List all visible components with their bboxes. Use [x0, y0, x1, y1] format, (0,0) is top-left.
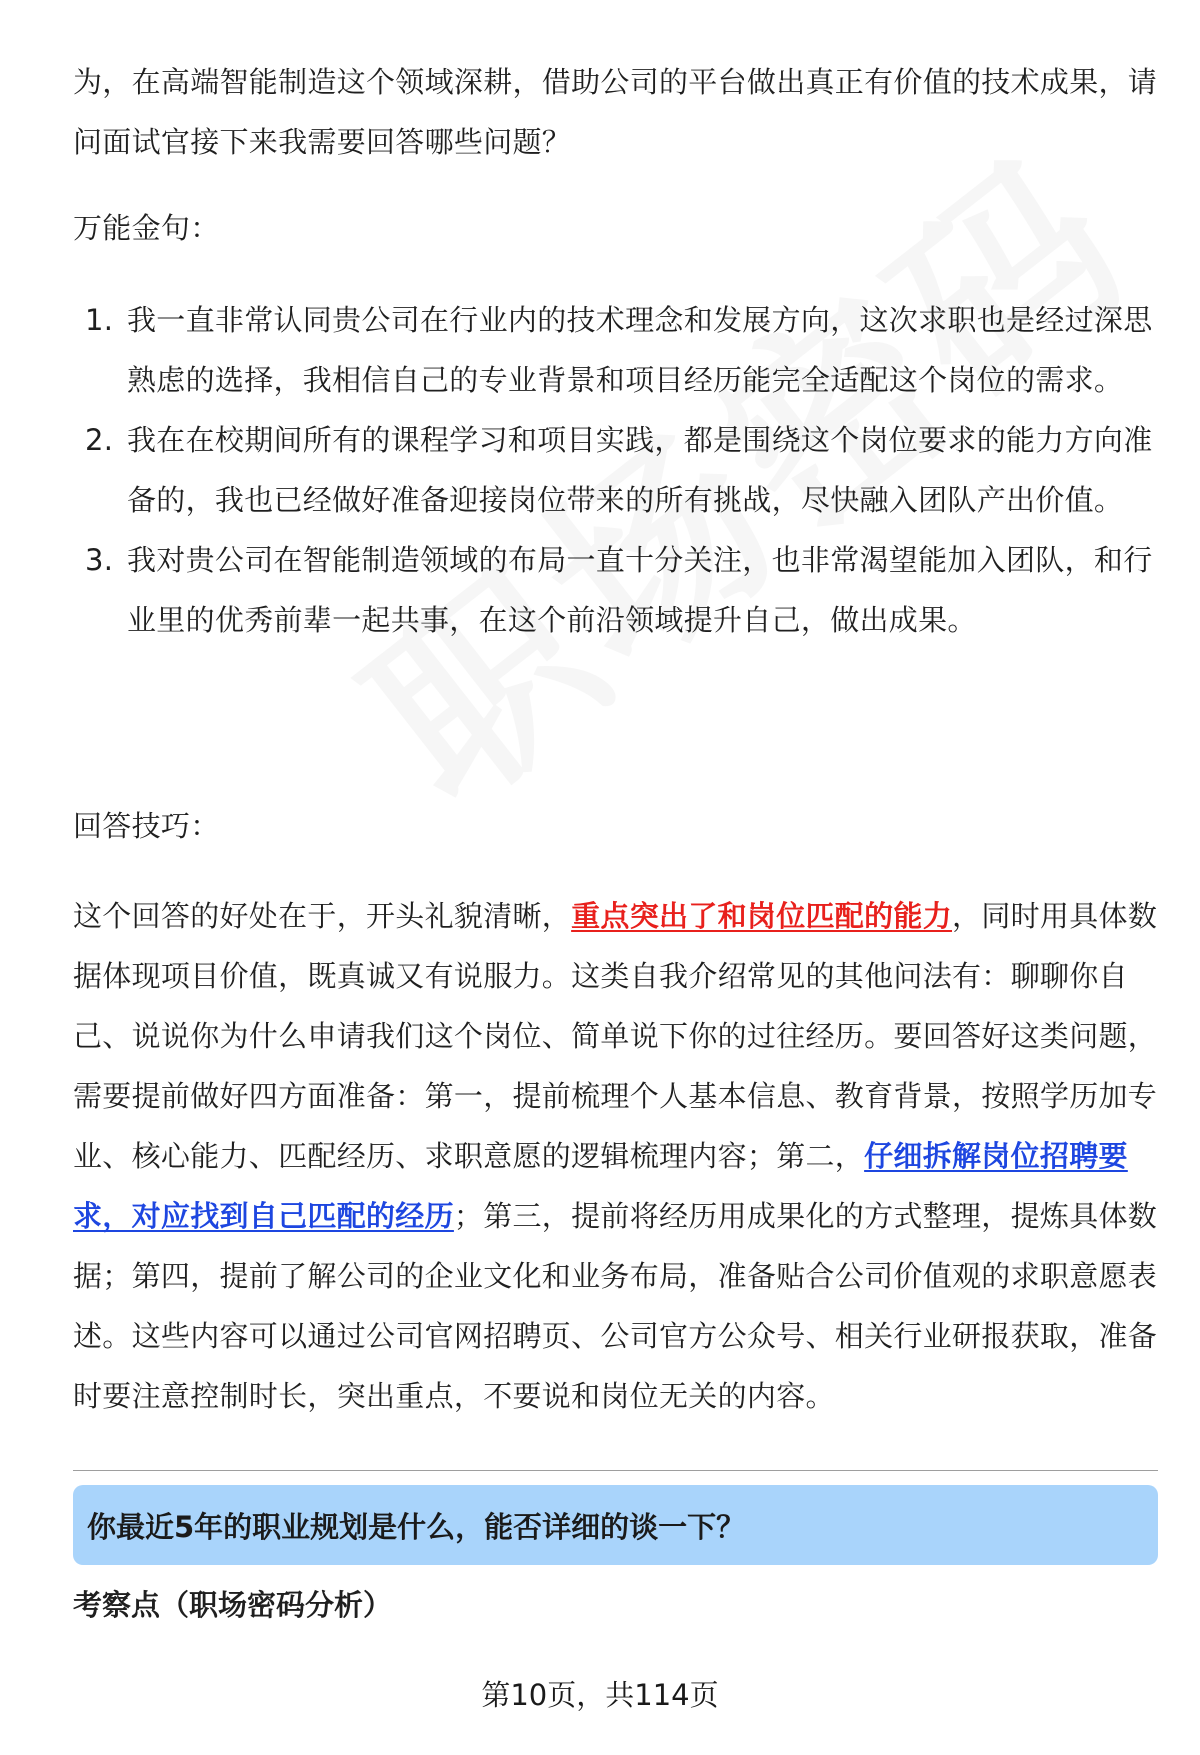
answer-tips-paragraph — [73, 886, 1158, 1426]
list-item-text: 我在在校期间所有的课程学习和项目实践，都是围绕这个岗位要求的能力方向准备的，我也已经做好准备迎接岗位带来的所有挑战，尽快融入团队产出价值。 — [127, 423, 1153, 517]
highlight-blue-text: 仔细拆解岗位招聘要求，对应找到自己匹配的经历 — [73, 1139, 1128, 1233]
golden-sentences-list — [73, 290, 1158, 650]
question-text: 你最近5年的职业规划是什么，能否详细的谈一下？ — [87, 1509, 746, 1544]
highlight-red-text: 重点突出了和岗位匹配的能力 — [571, 899, 953, 933]
intro-paragraph: 为，在高端智能制造这个领域深耕，借助公司的平台做出真正有价值的技术成果，请问面试官接下来我需要回答哪些问题？ — [73, 65, 1158, 159]
list-item — [73, 530, 1158, 650]
document-page — [73, 0, 1158, 1755]
list-item-text: 我一直非常认同贵公司在行业内的技术理念和发展方向，这次求职也是经过深思熟虑的选择，我相信自己的专业背景和项目经历能完全适配这个岗位的需求。 — [127, 303, 1153, 397]
list-item — [73, 290, 1158, 410]
list-item — [73, 410, 1158, 530]
tips-text-part-1: 这个回答的好处在于，开头礼貌清晰， — [73, 899, 572, 933]
list-item-text: 我对贵公司在智能制造领域的布局一直十分关注，也非常渴望能加入团队，和行业里的优秀前辈一起共事，在这个前沿领域提升自己，做出成果。 — [127, 543, 1153, 637]
section-title: 考察点（职场密码分析） — [73, 1588, 393, 1622]
tips-text-part-2: ，同时用具体数据体现项目价值，既真诚又有说服力。这类自我介绍常见的其他问法有：聊聊你自己、说说你为什么申请我们这个岗位、简单说下你的过往经历。要回答好这类问题，需要提前做好四方面准备：第一，提前梳理个人基本信息、教育背景，按照学历加专业、核心能力、匹配经历、求职意愿的逻辑梳理内容；第二， — [73, 899, 1158, 1173]
page-footer: 第10页，共114页 — [481, 1678, 719, 1712]
list-number: 3. — [85, 543, 114, 577]
question-banner — [73, 1485, 1158, 1565]
tips-text-part-3: ；第三，提前将经历用成果化的方式整理，提炼具体数据；第四，提前了解公司的企业文化和业务布局，准备贴合公司价值观的求职意愿表述。这些内容可以通过公司官网招聘页、公司官方公众号、相关行业研报获取，准备时要注意控制时长，突出重点，不要说和岗位无关的内容。 — [73, 1199, 1158, 1413]
section-divider — [73, 1470, 1158, 1471]
list-number: 1. — [85, 303, 114, 337]
list-number: 2. — [85, 423, 114, 457]
answer-tips-label: 回答技巧： — [73, 809, 220, 843]
golden-sentences-label: 万能金句： — [73, 211, 220, 245]
